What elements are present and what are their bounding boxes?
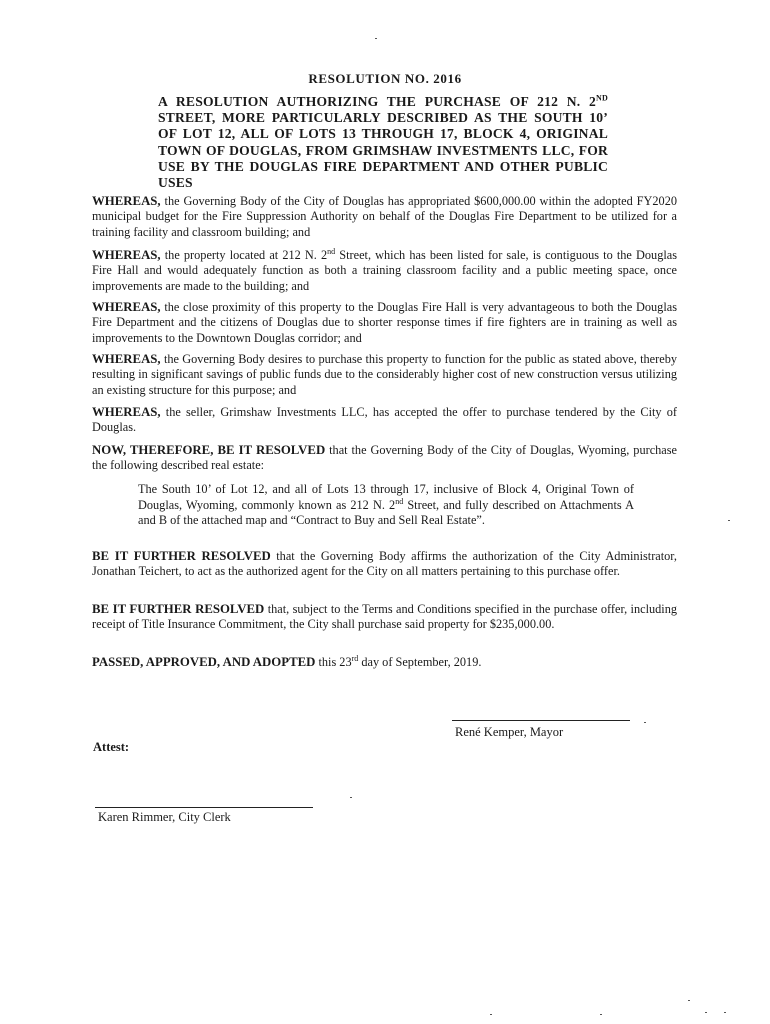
further-resolved-paragraph-1: [92, 549, 677, 580]
whereas-paragraph-1: [92, 194, 677, 240]
mayor-signature-label: René Kemper, Mayor: [455, 725, 564, 739]
scan-speck: [705, 1012, 707, 1013]
scan-speck: [644, 722, 646, 723]
ordinal-superscript: rd: [351, 653, 359, 663]
legal-description-text: The South 10’ of Lot 12, and all of Lots 13 through 17, inclusive of Block 4, Original Town of Douglas, Wyoming, commonly known as 212 N. 2: [138, 482, 634, 512]
legal-description-text-cont: Street, and fully described on Attachments A and B of the attached map and “Contract to Buy and Sell Real Estate”.: [138, 497, 634, 528]
whereas-lead: WHEREAS,: [92, 352, 161, 366]
whereas-paragraph-4: [92, 352, 677, 398]
mayor-signature-line: [452, 720, 630, 721]
whereas-lead: WHEREAS,: [92, 300, 161, 314]
further-resolved-lead: BE IT FURTHER RESOLVED: [92, 549, 271, 563]
heading-superscript: ND: [596, 93, 608, 103]
clerk-signature-line: [95, 807, 313, 808]
further-resolved-lead: BE IT FURTHER RESOLVED: [92, 602, 265, 616]
resolved-lead: NOW, THEREFORE, BE IT RESOLVED: [92, 443, 326, 457]
further-resolved-paragraph-2: [92, 602, 677, 633]
ordinal-superscript: nd: [327, 246, 336, 256]
scan-speck: [375, 38, 377, 39]
scan-speck: [490, 1014, 492, 1015]
whereas-lead: WHEREAS,: [92, 248, 161, 262]
whereas-lead: WHEREAS,: [92, 405, 161, 419]
resolved-paragraph: [92, 443, 677, 474]
whereas-lead: WHEREAS,: [92, 194, 161, 208]
attest-label: Attest:: [93, 740, 130, 754]
resolution-heading: [158, 94, 608, 191]
adoption-text: this 23: [315, 655, 352, 669]
adoption-text-cont: day of September, 2019.: [358, 655, 482, 669]
scan-speck: [350, 797, 352, 798]
scan-speck: [728, 520, 730, 521]
whereas-paragraph-2: [92, 248, 677, 294]
resolution-title: RESOLUTION NO. 2016: [308, 71, 462, 86]
heading-part-1: A RESOLUTION AUTHORIZING THE PURCHASE OF 212 N. 2: [158, 94, 597, 109]
scan-speck: [724, 1012, 726, 1013]
scan-speck: [600, 1014, 602, 1015]
whereas-text: the close proximity of this property to the Douglas Fire Hall is very advantageous to both the Douglas Fire Department and the citizens of Douglas due to shorter response times if fire fighters are in training as well as improvements to the Downtown Douglas corridor; and: [92, 300, 677, 345]
adoption-lead: PASSED, APPROVED, AND ADOPTED: [92, 655, 316, 669]
resolved-text: that the Governing Body of the City of Douglas, Wyoming, purchase the following described real estate:: [92, 443, 677, 473]
whereas-paragraph-3: [92, 300, 677, 346]
scan-speck: [688, 1000, 690, 1001]
further-resolved-text: that the Governing Body affirms the authorization of the City Administrator, Jonathan Teichert, to act as the authorized agent for the City on all matters pertaining to this purchase offer.: [92, 549, 677, 579]
whereas-text-cont: Street, which has been listed for sale, is contiguous to the Douglas Fire Hall and would adequately function as both a training classroom facility and a public meeting space, once improvements are made to the building; and: [92, 248, 677, 293]
clerk-signature-label: Karen Rimmer, City Clerk: [98, 810, 231, 824]
further-resolved-text: that, subject to the Terms and Conditions specified in the purchase offer, including receipt of Title Insurance Commitment, the City shall purchase said property for $235,000.00.: [92, 602, 678, 632]
heading-part-2: STREET, MORE PARTICULARLY DESCRIBED AS THE SOUTH 10’ OF LOT 12, ALL OF LOTS 13 THROUGH 17, BLOCK 4, ORIGINAL TOWN OF DOUGLAS, FROM GRIMSHAW INVESTMENTS LLC, FOR USE BY THE DOUGLAS FIRE DEPARTMENT AND OTHER PUBLIC USES: [158, 110, 608, 191]
whereas-paragraph-5: [92, 405, 677, 436]
adoption-paragraph: [92, 655, 677, 670]
ordinal-superscript: nd: [395, 496, 404, 506]
whereas-text: the seller, Grimshaw Investments LLC, has accepted the offer to purchase tendered by the City of Douglas.: [92, 405, 677, 435]
whereas-text: the Governing Body desires to purchase this property to function for the public as stated above, thereby resulting in significant savings of public funds due to the considerably higher cost of new construction versus utilizing an existing structure for this purpose; and: [92, 352, 677, 397]
whereas-text: the Governing Body of the City of Douglas has appropriated $600,000.00 within the adopted FY2020 municipal budget for the Fire Suppression Authority on behalf of the Douglas Fire Department to be utilized for a training facility and classroom building; and: [92, 194, 677, 239]
legal-description: [138, 482, 634, 529]
whereas-text: the property located at 212 N. 2: [160, 248, 328, 262]
